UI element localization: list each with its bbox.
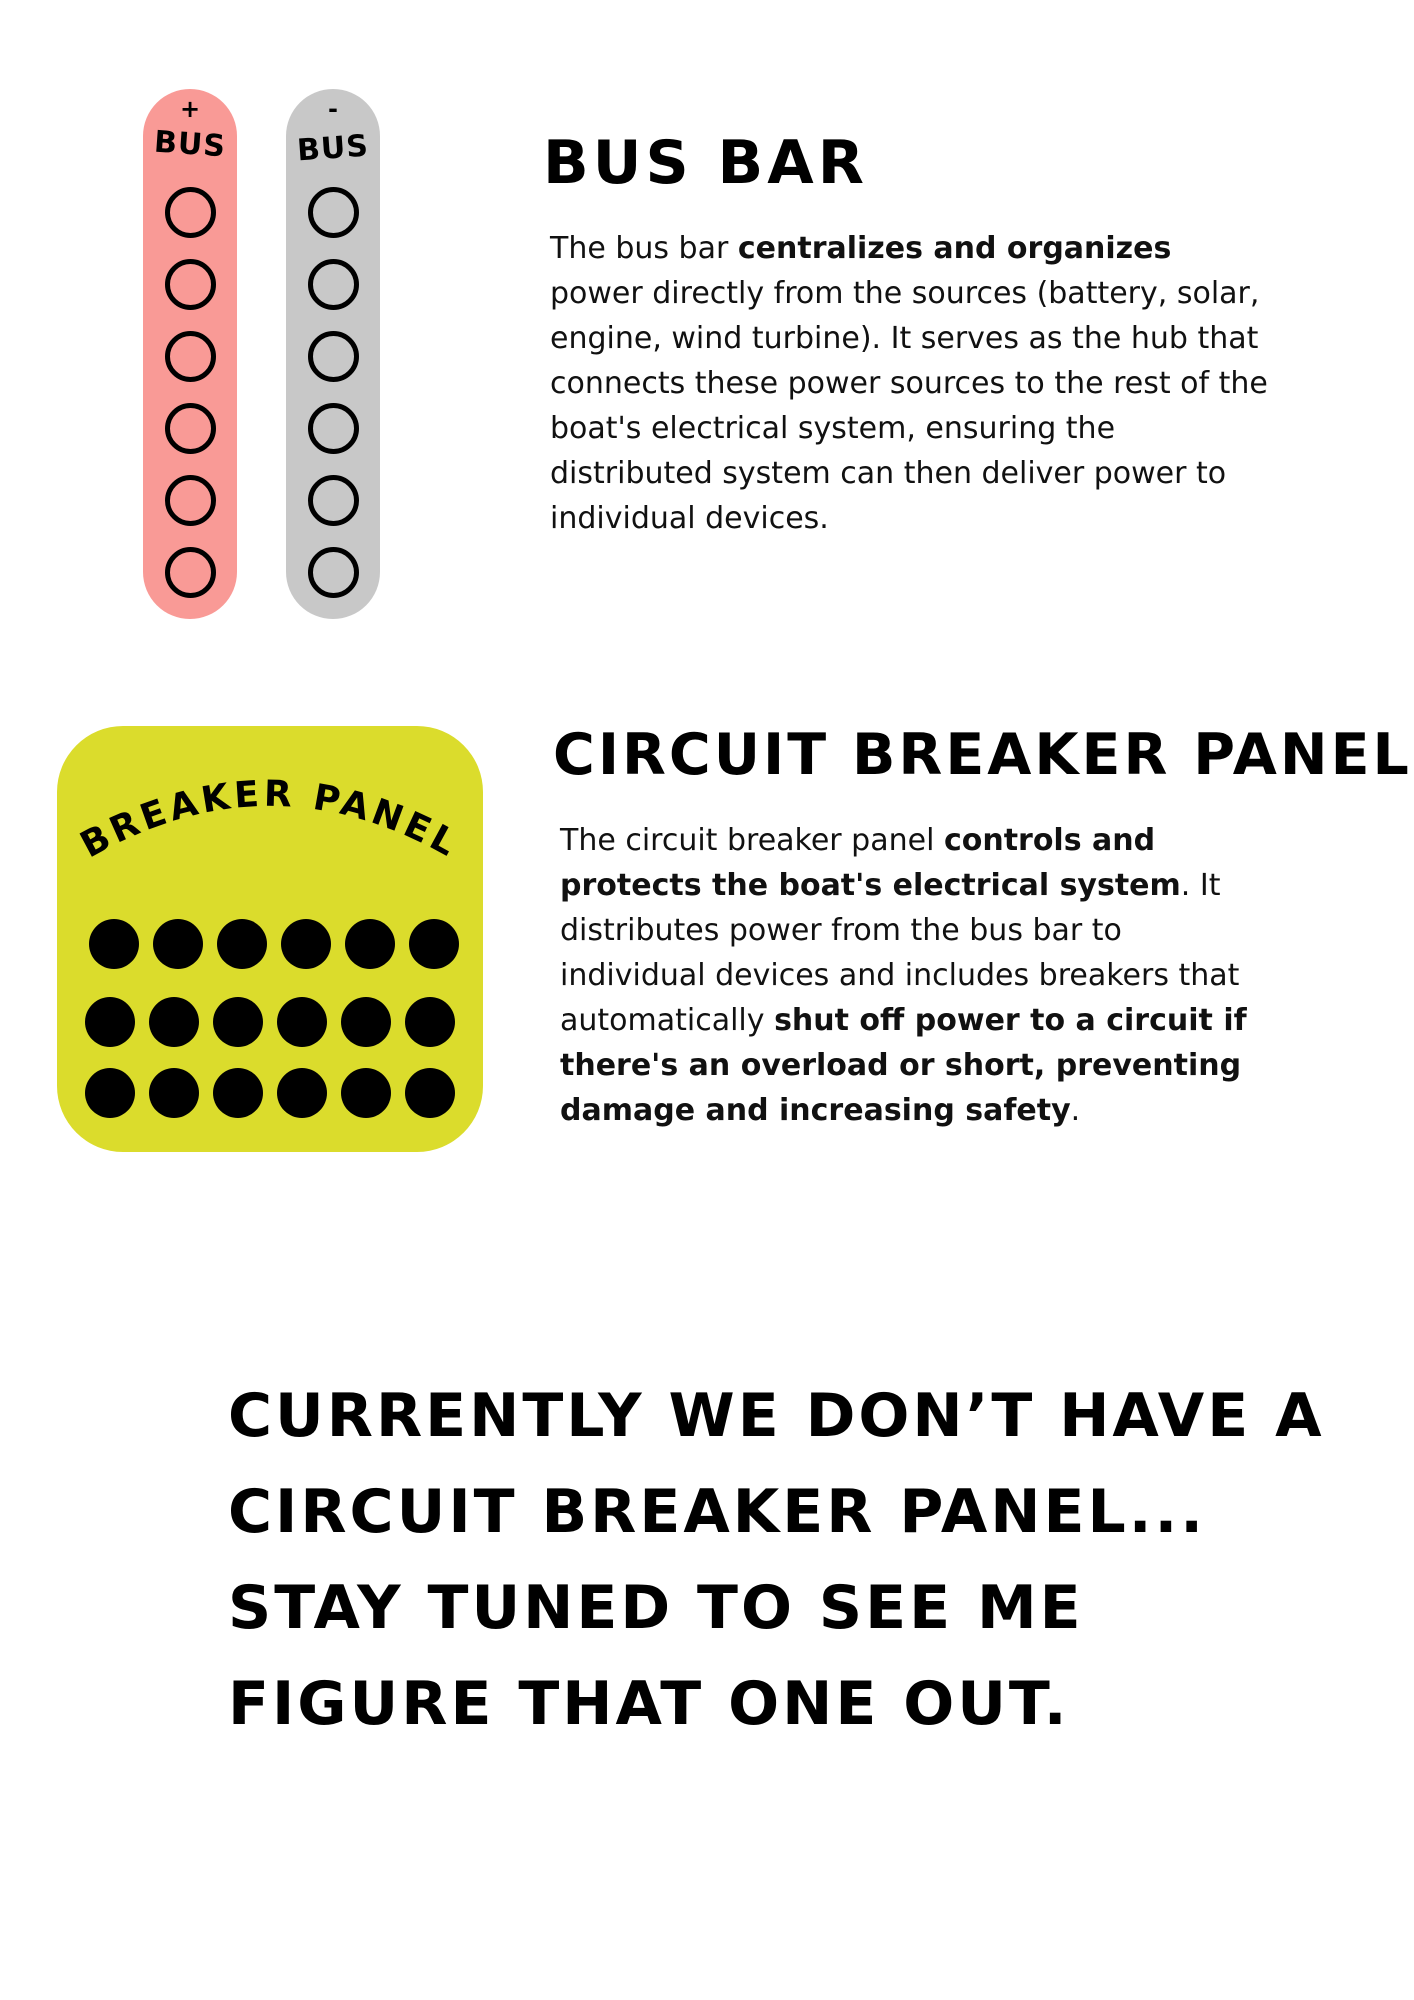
bus-bar-text-bold-1: centralizes and organizes (737, 231, 1172, 266)
bus-terminal (165, 403, 216, 454)
breaker-dot (85, 997, 135, 1047)
breaker-dot (213, 997, 263, 1047)
footer-line-2: CIRCUIT BREAKER PANEL... (228, 1477, 1207, 1547)
footer-message (228, 1368, 1328, 1752)
breaker-dot (341, 1068, 391, 1118)
circuit-breaker-text-bold-2: shut off power to a circuit if there's an overload or short, preventing damage and increasing safety (560, 1003, 1247, 1128)
bus-terminal (165, 259, 216, 310)
circuit-breaker-text-2: . It distributes power from the bus bar to individual devices and includes breakers that automatically (560, 868, 1240, 1038)
breaker-dot (281, 919, 331, 969)
bus-terminal (308, 403, 359, 454)
breaker-dot (149, 997, 199, 1047)
circuit-breaker-description (560, 818, 1260, 1133)
breaker-panel-graphic (57, 726, 483, 1152)
breaker-dot (149, 1068, 199, 1118)
bus-terminal (308, 187, 359, 238)
circuit-breaker-text-bold-1: controls and protects the boat's electrical system (560, 823, 1181, 903)
bus-terminal (308, 475, 359, 526)
breaker-panel-label: BREAKER PANEL (73, 773, 467, 867)
bus-bar-text-1: The bus bar (550, 231, 738, 266)
bus-bar-text-2: power directly from the sources (battery, solar, engine, wind turbine). It serves as the hub that connects these power sources to the rest of the boat's electrical system, ensuring the distributed system can then deliver power to individual devices. (550, 276, 1268, 536)
footer-line-4: FIGURE THAT ONE OUT. (228, 1669, 1070, 1739)
circuit-breaker-text-1: The circuit breaker panel (560, 823, 944, 858)
breaker-dot (213, 1068, 263, 1118)
negative-bus-label: BUS (295, 128, 371, 169)
breaker-dot (405, 1068, 455, 1118)
positive-bus-sign: + (179, 95, 201, 123)
breaker-panel-label-art (57, 726, 483, 876)
bus-terminal (165, 187, 216, 238)
negative-bus-bar (286, 89, 380, 619)
bus-terminal (165, 475, 216, 526)
bus-bar-heading: BUS BAR (543, 128, 868, 198)
bus-terminal (308, 259, 359, 310)
breaker-dot (341, 997, 391, 1047)
bus-bar-description (550, 226, 1270, 541)
positive-bus-bar (143, 89, 237, 619)
breaker-dot (153, 919, 203, 969)
positive-bus-label: BUS (152, 124, 228, 165)
breaker-dot (345, 919, 395, 969)
footer-line-3: STAY TUNED TO SEE ME (228, 1573, 1084, 1643)
bus-terminal (165, 547, 216, 598)
footer-line-1: CURRENTLY WE DON’T HAVE A (228, 1381, 1325, 1451)
breaker-dot (89, 919, 139, 969)
breaker-dot (217, 919, 267, 969)
breaker-dot (405, 997, 455, 1047)
breaker-dot (277, 997, 327, 1047)
bus-terminal (308, 547, 359, 598)
bus-terminal (165, 331, 216, 382)
circuit-breaker-heading: CIRCUIT BREAKER PANEL (553, 722, 1412, 788)
breaker-dot (409, 919, 459, 969)
breaker-dot (277, 1068, 327, 1118)
circuit-breaker-text-3: . (1070, 1093, 1081, 1128)
bus-terminal (308, 331, 359, 382)
negative-bus-sign: - (328, 95, 338, 123)
breaker-dot (85, 1068, 135, 1118)
